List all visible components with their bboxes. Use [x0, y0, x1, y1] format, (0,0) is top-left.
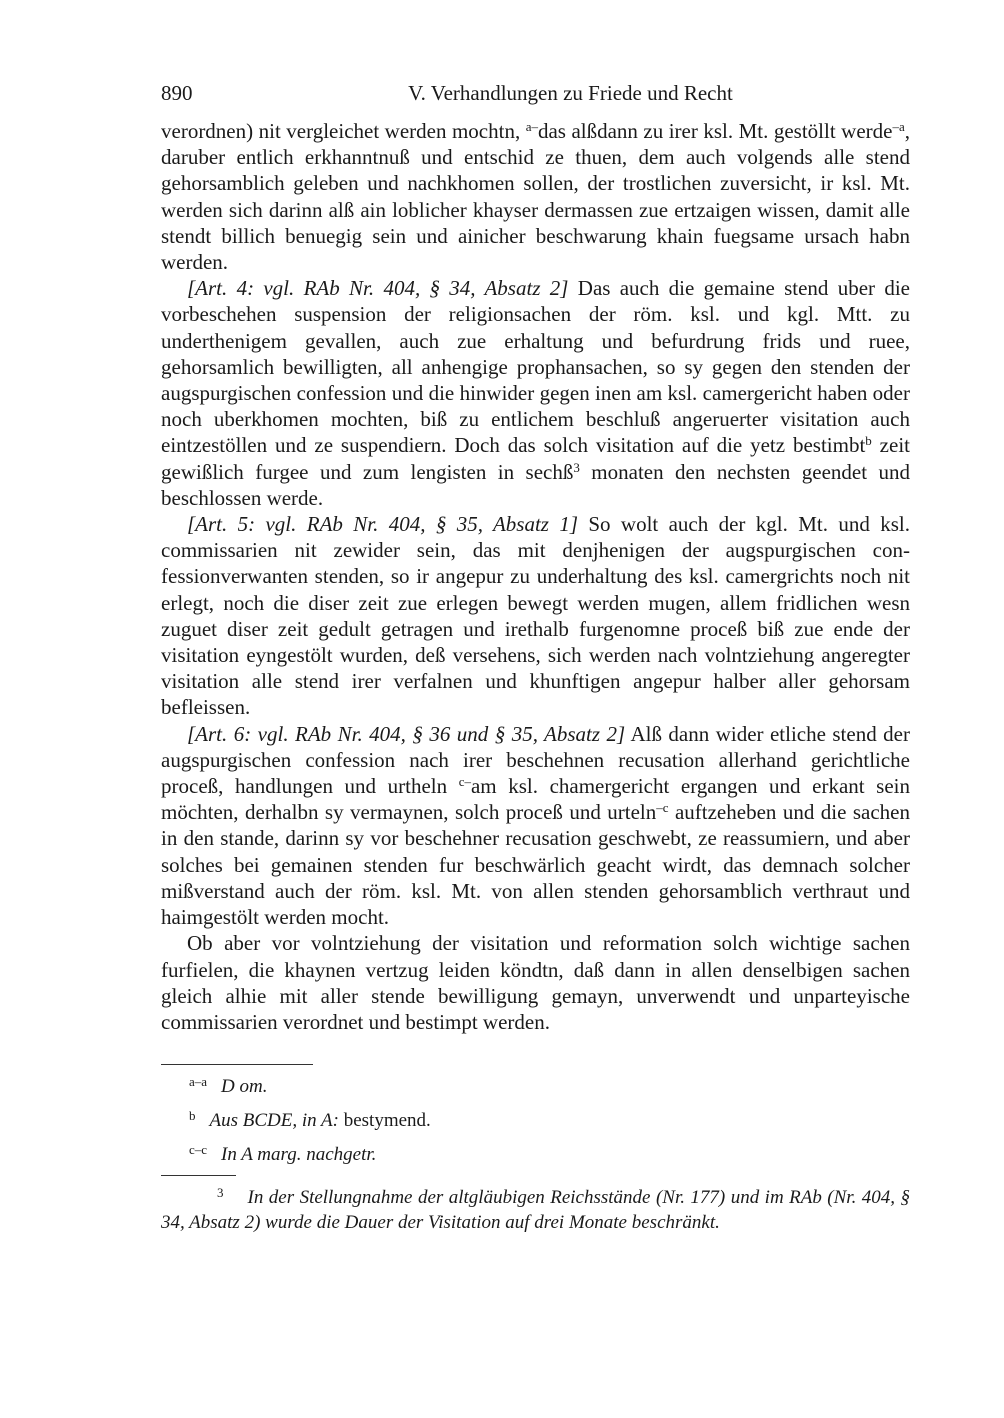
page-number: 890 [161, 81, 193, 105]
paragraph-5 [161, 930, 910, 1035]
note-text-italic: In A marg. nachgetr. [221, 1144, 377, 1166]
running-head: V. Verhandlungen zu Friede und Recht [408, 81, 733, 105]
paragraph-1 [161, 118, 910, 275]
note-mark: b [189, 1108, 196, 1124]
note-marker: c– [458, 774, 471, 790]
text-run: , daruber entlich erkhanntnuß und entschid ze thuen, dem auch volgends alle stend gehorsamblich geleben und nachkhomen sollen, der trostlichen zuversicht, ir ksl. Mt. werden sich darinn alß ain loblicher khayser dermassen zue ertzaigen wissen, damit alle stendt billich benuegig sein und ainicher beschwarung khain fuegsame ursach habn werden. [161, 119, 911, 275]
text-run: zeit gewißlich furgee und zum lengisten in sechß [161, 433, 910, 484]
footnote-text: In der Stellungnahme der altgläubigen Reichsstände (Nr. 177) und im RAb (Nr. 404, § 34, Absatz 2) wurde die Dauer der Visitation auf drei Monate beschränkt. [161, 1187, 910, 1234]
article-reference: [Art. 4: vgl. RAb Nr. 404, § 34, Absatz 2] [187, 276, 569, 301]
paragraph-art-6 [161, 721, 910, 931]
critical-note [161, 1103, 910, 1133]
note-text: bestymend. [338, 1110, 431, 1132]
page-header [161, 78, 910, 108]
note-mark: c–c [189, 1142, 208, 1158]
article-reference: [Art. 6: vgl. RAb Nr. 404, § 36 und § 35, Absatz 2] [187, 721, 626, 746]
note-marker: –c [656, 800, 669, 816]
paragraph-art-5 [161, 511, 910, 721]
text-run: Das auch die gemaine stend uber die vorbeschehen suspension der religionsachen der röm. ksl. und kgl. Mtt. zu underthenigem gevallen, auch zue erhaltung und befurdrung frids und ruee, gehorsamlich bewilligten, all anhengige prophansachen, so sy gegen den stenden der augspurgischen confession und die hinwider gegen inen am ksl. camergericht haben oder noch uberkhomen mochten, biß zu entlichem beschluß angeruerter visitation auch eintzestöllen und ze suspendiern. Doch das solch visitation auf die yetz bestimbt [161, 276, 910, 458]
main-text [161, 118, 910, 1035]
text-run: Ob aber vor volntziehung der visitation und reformation solch wichtige sachen furfielen, die khaynen vertzug leiden köndtn, daß dann in allen denselbigen sachen gleich alhie mit aller stende bewilligung gemayn, unverwendt und unparteyische commissarien verordnet und bestimpt werden. [161, 931, 910, 1034]
footnote [161, 1180, 910, 1235]
text-run: Alß dann wider etliche stend der augspurgischen confession nach irer beschehnen recusation allerhand gerichtliche proceß, handlungen und urtheln [161, 721, 910, 799]
footnote-marker: 3 [573, 459, 580, 475]
critical-apparatus [161, 1064, 910, 1167]
text-run: am ksl. chamergericht ergangen und erkant sein möchten, derhalbn sy vermaynen, solch proceß und urteln [161, 774, 911, 825]
footnote-divider [161, 1175, 236, 1176]
paragraph-art-4 [161, 275, 910, 511]
text-run: das alßdann zu irer ksl. Mt. gestöllt werde [537, 119, 893, 143]
text-run: verordnen) nit vergleichet werden mochtn, [161, 119, 526, 143]
text-run: auftzeheben und die sachen in den stande, darinn sy vor beschehner recusation geschwebt, ze reassumiern, und aber solches bei gemainen stenden fur beschwärlich geacht wirdt, das demnach solcher mißverstand auch der röm. ksl. Mt. von allen stenden gehorsamblich verthraut und haimgestölt werden mocht. [161, 800, 910, 930]
note-text-italic: Aus BCDE, in A: [209, 1110, 339, 1132]
article-reference: [Art. 5: vgl. RAb Nr. 404, § 35, Absatz 1] [187, 512, 578, 537]
note-mark: a–a [189, 1074, 208, 1090]
note-marker: –a [892, 119, 905, 134]
document-page [161, 78, 910, 1235]
note-marker: a– [525, 119, 538, 134]
note-marker: b [865, 433, 872, 449]
footnote-divider [161, 1064, 313, 1065]
text-run: monaten den nechsten geendet und beschlossen werde. [161, 459, 910, 510]
text-run: So wolt auch der kgl. Mt. und ksl. commissarien nit zewider sein, das mit denjhenigen der augspurgischen confessionverwanten stenden, so ir angepur zu underhaltung des ksl. camergrichts noch nit erlegt, noch die diser zeit zue erlegen bewegt werden mugen, allem fridlichen wesn zuguet diser zeit gedult getragen und irethalb furgenomne proceß biß zue ende der visitation eyngestölt wurden, deß versehens, sich werden nach volntziehung angeregter visitation alle stend irer verfalnen und khunftigen angepur halber aller gehorsam befleissen. [161, 512, 910, 720]
footnote-mark: 3 [217, 1185, 224, 1201]
critical-note [161, 1069, 910, 1099]
note-text-italic: D om. [221, 1076, 268, 1098]
critical-note [161, 1137, 910, 1167]
footnotes [161, 1175, 910, 1235]
